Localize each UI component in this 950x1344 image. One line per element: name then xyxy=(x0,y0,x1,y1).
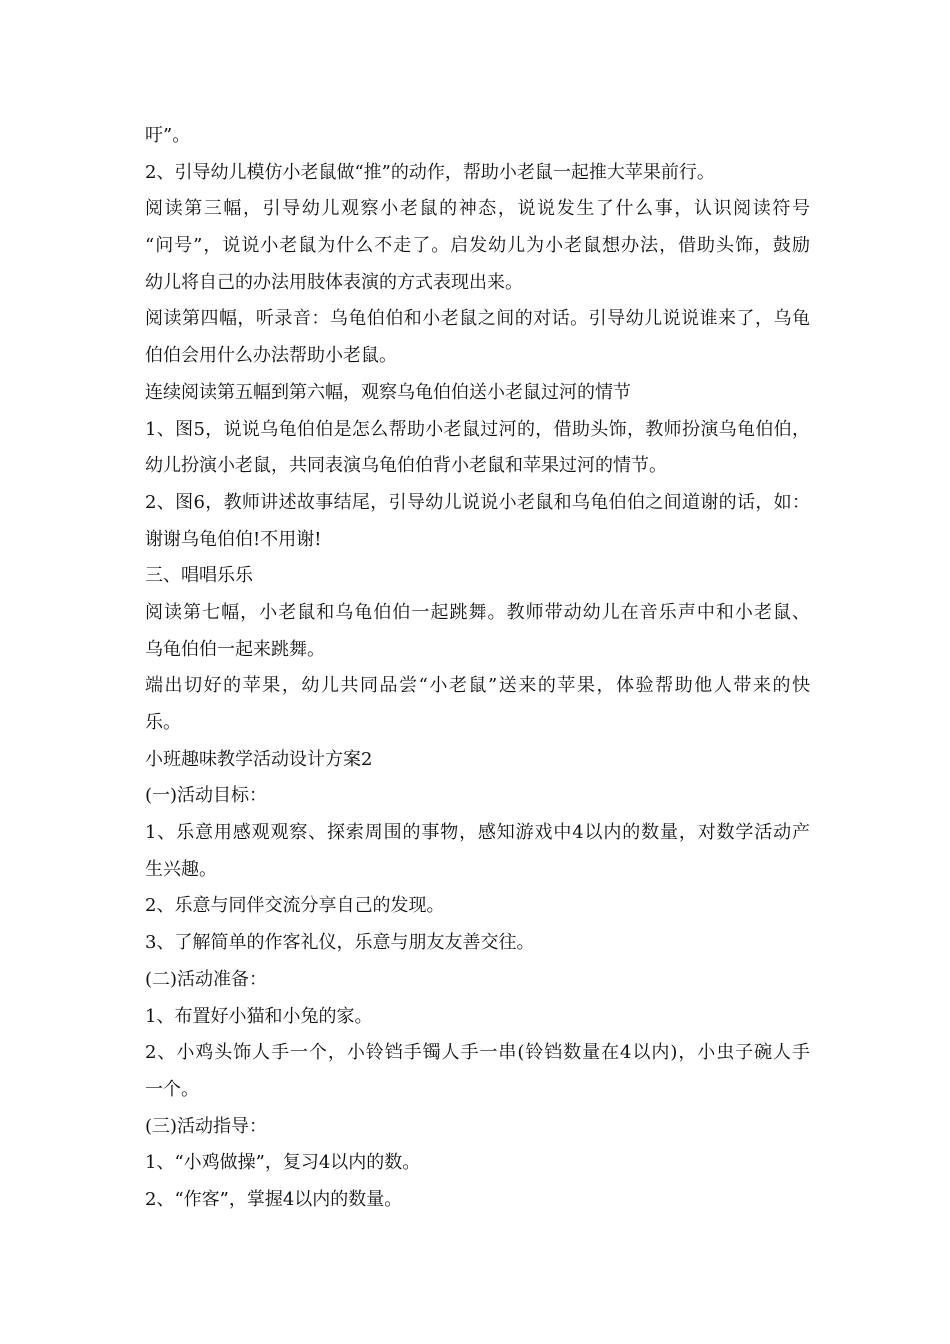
section-heading: (三)活动指导： xyxy=(145,1115,268,1137)
text-line: 连续阅读第五幅到第六幅，观察乌龟伯伯送小老鼠过河的情节 xyxy=(145,381,631,403)
document-body xyxy=(145,118,810,1219)
text-line: 2、图6，教师讲述故事结尾，引导幼儿说说小老鼠和乌龟伯伯之间道谢的话，如： xyxy=(145,491,810,513)
text-line: 1、布置好小猫和小兔的家。 xyxy=(145,1005,373,1027)
text-line: 1、图5，说说乌龟伯伯是怎么帮助小老鼠过河的，借助头饰，教师扮演乌龟伯伯， xyxy=(145,418,810,440)
text-line: 幼儿扮演小老鼠，共同表演乌龟伯伯背小老鼠和苹果过河的情节。 xyxy=(145,455,667,477)
plan-title: 小班趣味教学活动设计方案2 xyxy=(145,748,373,770)
text-line: 谢谢乌龟伯伯!不用谢! xyxy=(145,528,322,550)
section-heading: 三、唱唱乐乐 xyxy=(145,565,253,587)
text-line: 端出切好的苹果，幼儿共同品尝“小老鼠”送来的苹果，体验帮助他人带来的快 xyxy=(145,675,810,697)
section-heading: (一)活动目标： xyxy=(145,785,268,807)
text-line: 2、小鸡头饰人手一个，小铃铛手镯人手一串(铃铛数量在4以内)，小虫子碗人手 xyxy=(145,1042,810,1064)
text-line: 幼儿将自己的办法用肢体表演的方式表现出来。 xyxy=(145,271,523,293)
text-line: 乌龟伯伯一起来跳舞。 xyxy=(145,638,325,660)
text-line: 2、乐意与同伴交流分享自己的发现。 xyxy=(145,895,445,917)
text-line: 阅读第三幅，引导幼儿观察小老鼠的神态，说说发生了什么事，认识阅读符号 xyxy=(145,198,810,220)
text-line: 2、“作客”，掌握4以内的数量。 xyxy=(145,1188,403,1210)
text-line: 吁”。 xyxy=(145,125,191,146)
text-line: 1、乐意用感观观察、探索周围的事物，感知游戏中4以内的数量，对数学活动产 xyxy=(145,822,810,844)
text-line: 3、了解简单的作客礼仪，乐意与朋友友善交往。 xyxy=(145,932,535,954)
text-line: 乐。 xyxy=(145,712,181,733)
text-line: 生兴趣。 xyxy=(145,858,217,880)
text-line: 1、“小鸡做操”，复习4以内的数。 xyxy=(145,1152,421,1174)
text-line: 2、引导幼儿模仿小老鼠做“推”的动作，帮助小老鼠一起推大苹果前行。 xyxy=(145,161,715,183)
text-line: 伯伯会用什么办法帮助小老鼠。 xyxy=(145,345,397,367)
text-line: “问号”，说说小老鼠为什么不走了。启发幼儿为小老鼠想办法，借助头饰，鼓励 xyxy=(145,235,810,257)
text-line: 阅读第四幅，听录音：乌龟伯伯和小老鼠之间的对话。引导幼儿说说谁来了，乌龟 xyxy=(145,308,810,330)
text-line: 一个。 xyxy=(145,1078,199,1100)
text-line: 阅读第七幅，小老鼠和乌龟伯伯一起跳舞。教师带动幼儿在音乐声中和小老鼠、 xyxy=(145,601,810,623)
section-heading: (二)活动准备： xyxy=(145,968,268,990)
